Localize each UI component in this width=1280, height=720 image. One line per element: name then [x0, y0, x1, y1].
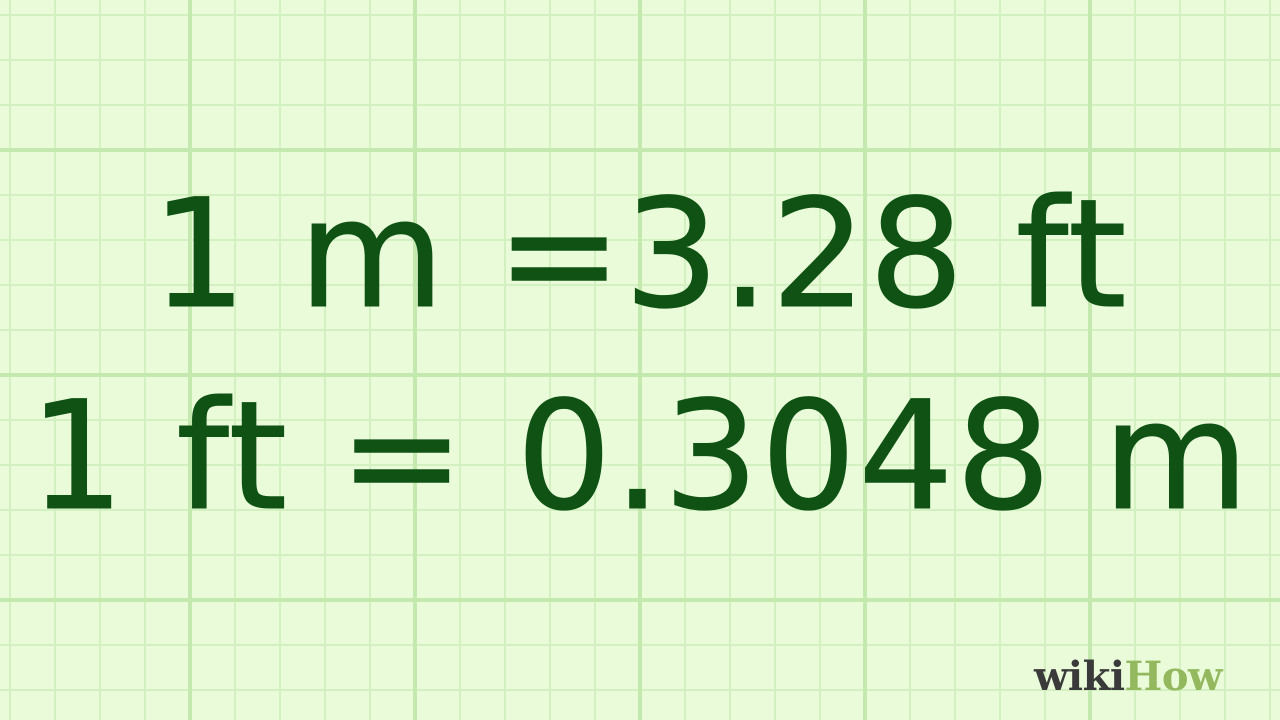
- equation-feet-to-meters: 1 ft = 0.3048 m: [29, 370, 1251, 544]
- wikihow-logo-wiki: wiki: [1034, 652, 1125, 700]
- wikihow-logo: [1034, 652, 1222, 700]
- equation-meters-to-feet: 1 m =3.28 ft: [151, 168, 1129, 342]
- wikihow-logo-how: How: [1124, 652, 1222, 700]
